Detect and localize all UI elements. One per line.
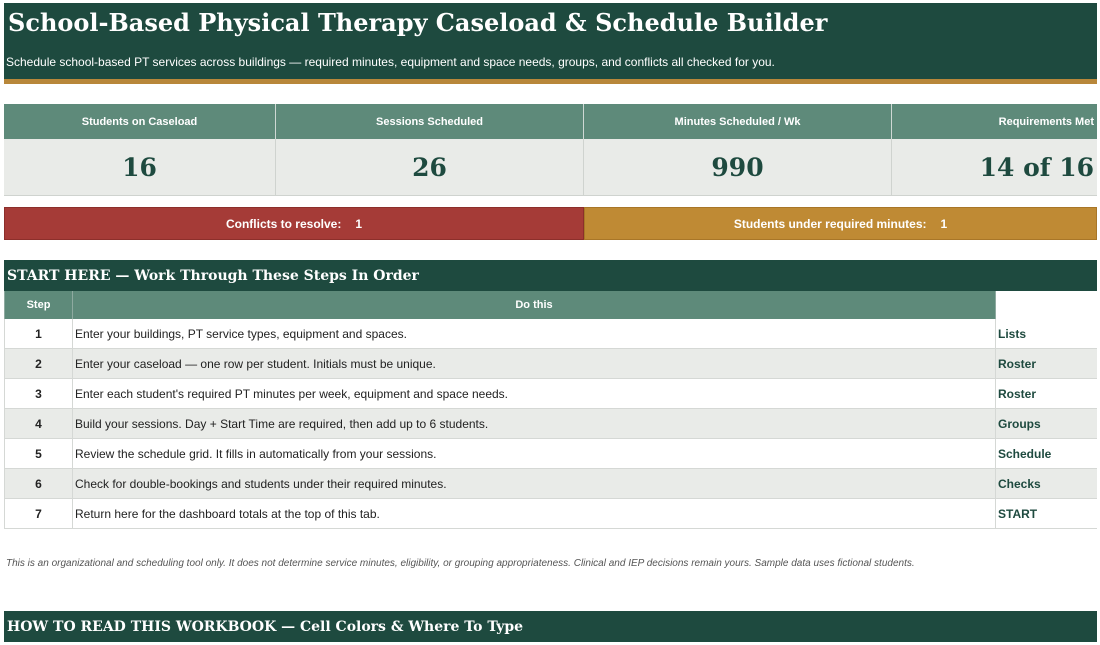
- page-title: School-Based Physical Therapy Caseload & Schedule Builder: [8, 8, 828, 37]
- conflicts-alert-count: 1: [355, 216, 363, 231]
- kpi-minutes-value[interactable]: 990: [584, 139, 892, 196]
- under-minutes-alert[interactable]: [584, 207, 1097, 240]
- kpi-sessions-label: Sessions Scheduled: [276, 104, 584, 139]
- kpi-students-label: Students on Caseload: [4, 104, 276, 139]
- step-row: [4, 319, 1097, 349]
- disclaimer-note: This is an organizational and scheduling tool only. It does not determine service minutes, eligibility, or grouping appropriateness. Clinical and IEP decisions remain yours. Sample data uses fictional students.: [6, 558, 915, 569]
- page-subtitle: Schedule school-based PT services across buildings — required minutes, equipment and space needs, groups, and conflicts all checked for you.: [6, 55, 775, 69]
- step-row: [4, 409, 1097, 439]
- step-number: 1: [4, 319, 73, 348]
- step-tab-link[interactable]: Roster: [996, 349, 1097, 378]
- steps-table: [4, 291, 1097, 529]
- conflicts-alert-label: Conflicts to resolve:: [225, 216, 342, 231]
- header-divider: [4, 79, 1097, 84]
- step-row: [4, 499, 1097, 529]
- step-tab-link[interactable]: START: [996, 499, 1097, 528]
- step-instruction: Enter your buildings, PT service types, equipment and spaces.: [73, 319, 996, 348]
- step-tab-link[interactable]: Groups: [996, 409, 1097, 438]
- steps-table-header: [4, 291, 1097, 319]
- step-row: [4, 469, 1097, 499]
- step-number: 6: [4, 469, 73, 498]
- under-minutes-alert-count: 1: [940, 216, 948, 231]
- step-instruction: Check for double-bookings and students under their required minutes.: [73, 469, 996, 498]
- step-tab-link[interactable]: Schedule: [996, 439, 1097, 468]
- col-header-tab: [996, 291, 1097, 319]
- step-row: [4, 379, 1097, 409]
- col-header-do-this: Do this: [73, 291, 996, 319]
- how-to-read-heading: HOW TO READ THIS WORKBOOK — Cell Colors & Where To Type: [4, 611, 1097, 642]
- step-instruction: Build your sessions. Day + Start Time are required, then add up to 6 students.: [73, 409, 996, 438]
- step-tab-link[interactable]: Roster: [996, 379, 1097, 408]
- step-number: 7: [4, 499, 73, 528]
- step-instruction: Enter each student's required PT minutes per week, equipment and space needs.: [73, 379, 996, 408]
- step-number: 3: [4, 379, 73, 408]
- kpi-minutes-label: Minutes Scheduled / Wk: [584, 104, 892, 139]
- step-number: 5: [4, 439, 73, 468]
- under-minutes-alert-label: Students under required minutes:: [733, 216, 927, 231]
- conflicts-alert[interactable]: [4, 207, 584, 240]
- start-here-heading: START HERE — Work Through These Steps In Order: [4, 260, 1097, 291]
- col-header-step: Step: [4, 291, 73, 319]
- step-instruction: Return here for the dashboard totals at the top of this tab.: [73, 499, 996, 528]
- step-tab-link[interactable]: Checks: [996, 469, 1097, 498]
- kpi-students-value[interactable]: 16: [4, 139, 276, 196]
- step-instruction: Review the schedule grid. It fills in automatically from your sessions.: [73, 439, 996, 468]
- step-number: 4: [4, 409, 73, 438]
- step-number: 2: [4, 349, 73, 378]
- step-tab-link[interactable]: Lists: [996, 319, 1097, 348]
- kpi-requirements-value[interactable]: 14 of 16: [892, 139, 1097, 196]
- kpi-sessions-value[interactable]: 26: [276, 139, 584, 196]
- step-row: [4, 349, 1097, 379]
- step-row: [4, 439, 1097, 469]
- kpi-requirements-label: Requirements Met: [892, 104, 1097, 139]
- step-instruction: Enter your caseload — one row per student. Initials must be unique.: [73, 349, 996, 378]
